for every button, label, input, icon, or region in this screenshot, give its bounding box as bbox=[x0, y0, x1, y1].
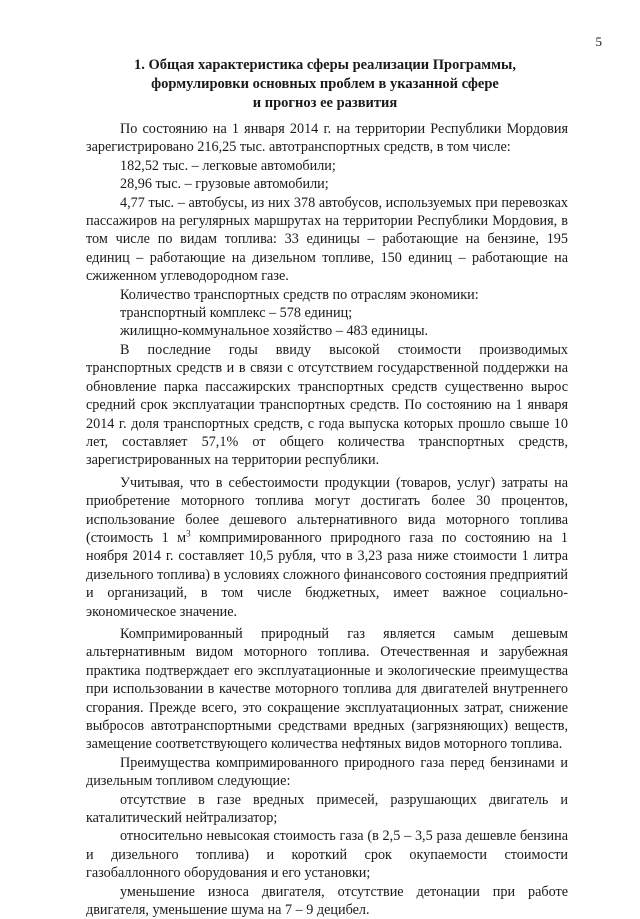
fuel-cost-text-1: Учитывая, что в себестоимости продукции (товаров, услуг) затраты на приобретение моторного топлива могут достигать более 30 процентов, использование более дешевого альтернативного вида моторного топлива (стоимость 1 м bbox=[86, 474, 568, 546]
section-heading bbox=[80, 56, 570, 113]
list-item-housing: жилищно-коммунальное хозяйство – 483 единицы. bbox=[120, 323, 429, 340]
advantage-item-2: относительно невысокая стоимость газа (в 2,5 – 3,5 раза дешевле бензина и дизельного топлива) и короткий срок окупаемости стоимости газобаллонного оборудования и его установки; bbox=[86, 828, 568, 882]
paragraph-fuel-cost bbox=[86, 474, 568, 621]
paragraph-registration: По состоянию на 1 января 2014 г. на территории Республики Мордовия зарегистрировано 216,25 тыс. автотранспортных средств, в том числе: bbox=[86, 121, 568, 156]
heading-line-3: и прогноз ее развития bbox=[252, 95, 398, 111]
advantage-item-1: отсутствие в газе вредных примесей, разрушающих двигатель и каталитический нейтрализатор; bbox=[86, 791, 568, 827]
list-item-transport: транспортный комплекс – 578 единиц; bbox=[120, 305, 353, 322]
heading-line-1: 1. Общая характеристика сферы реализации Программы, bbox=[134, 57, 516, 73]
paragraph-fleet-age: В последние годы ввиду высокой стоимости производимых транспортных средств и в связи с отсутствием государственной поддержки на обновление парка пассажирских транспортных средств существенно вырос средний срок эксплуатации транспортных средств. По состоянию на 1 января 2014 г. доля транспортных средств, с года выпуска которых прошло свыше 10 лет, составляет 57,1% от общего количества транспортных средств, зарегистрированных на территории республики. bbox=[86, 341, 568, 469]
advantage-item-3: уменьшение износа двигателя, отсутствие детонации при работе двигателя, уменьшение шума на 7 – 9 децибел. bbox=[86, 883, 568, 919]
paragraph-sectors: Количество транспортных средств по отраслям экономики: bbox=[120, 286, 479, 303]
list-item-trucks: 28,96 тыс. – грузовые автомобили; bbox=[120, 176, 329, 193]
fuel-cost-text-2: компримированного природного газа по состоянию на 1 ноября 2014 г. составляет 10,5 рубля, что в 3,23 раза ниже стоимости 1 литра дизельного топлива) в условиях сложного финансового состояния предприятий и организаций, в том числе бюджетных, имеет важное социально-экономическое значение. bbox=[86, 529, 568, 620]
page-number: 5 bbox=[595, 34, 602, 49]
list-item-buses: 4,77 тыс. – автобусы, из них 378 автобусов, используемых при перевозках пассажиров на регулярных маршрутах на территории Республики Мордовия, в том числе по видам топлива: 33 единицы – работающие на бензине, 195 единиц – работающие на дизельном топливе, 150 единиц – работающие на сжиженном углеводородном газе. bbox=[86, 194, 568, 285]
paragraph-cng: Компримированный природный газ является самым дешевым альтернативным видом моторного топлива. Отечественная и зарубежная практика подтверждает его эксплуатационные и экологические преимущества при использовании в качестве моторного топлива для двигателей внутреннего сгорания. Прежде всего, это сокращение эксплуатационных затрат, снижение выбросов автотранспортными средствами вредных (загрязняющих) веществ, замещение соответствующего количества нефтяных видов моторного топлива. bbox=[86, 625, 568, 753]
list-item-cars: 182,52 тыс. – легковые автомобили; bbox=[120, 157, 336, 174]
paragraph-advantages: Преимущества компримированного природного газа перед бензинами и дизельным топливом следующие: bbox=[86, 754, 568, 790]
cubic-superscript: 3 bbox=[186, 528, 191, 539]
document-body bbox=[86, 120, 568, 919]
heading-line-2: формулировки основных проблем в указанной сфере bbox=[151, 76, 499, 92]
